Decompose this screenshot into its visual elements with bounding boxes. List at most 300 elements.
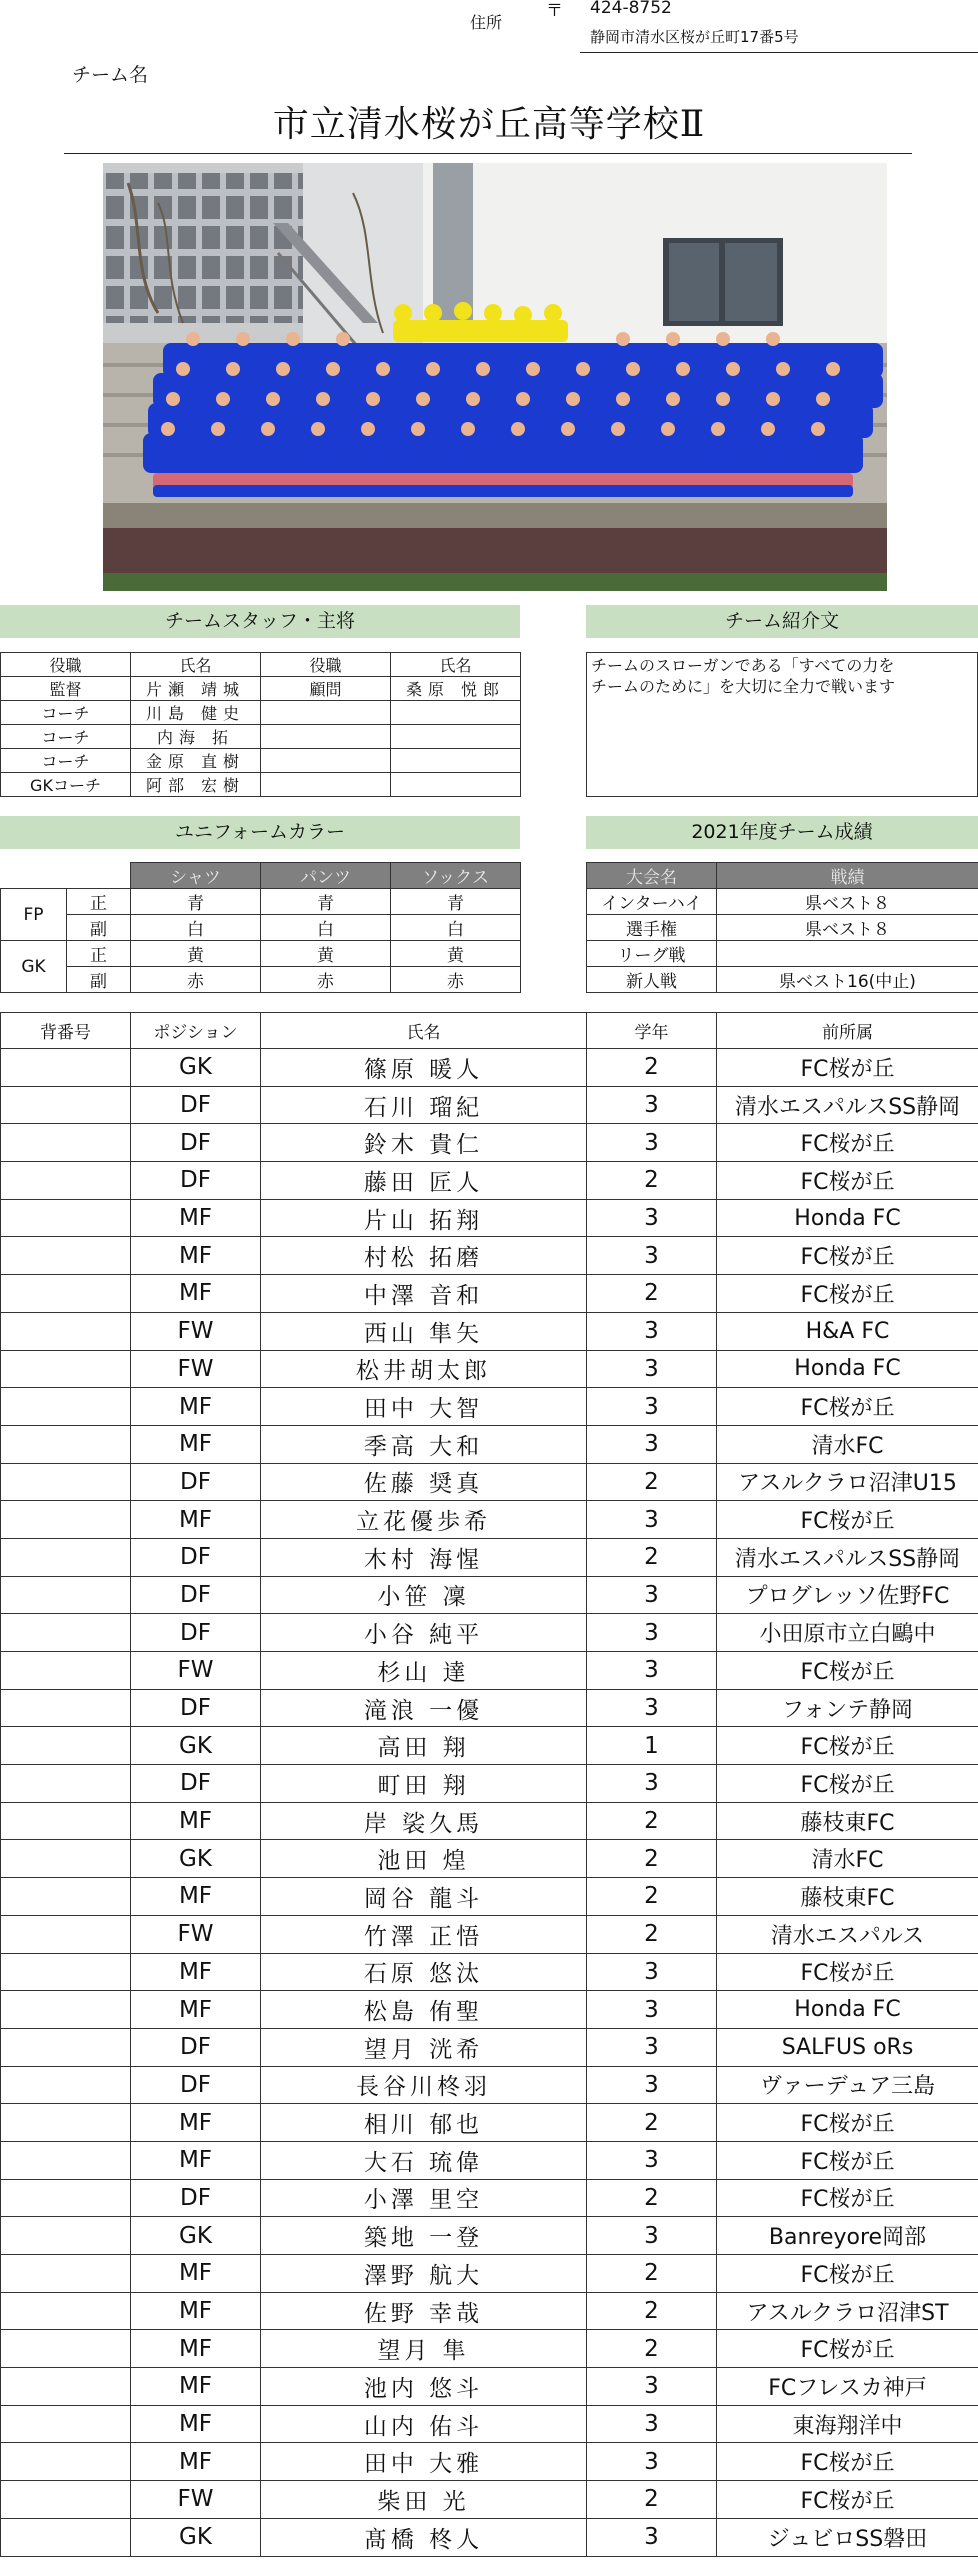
player-name: 山内 佑斗 <box>261 2405 587 2443</box>
player-grade: 3 <box>587 1991 717 2029</box>
player-grade: 2 <box>587 2104 717 2142</box>
results-header-event: 大会名 <box>587 863 717 889</box>
results-event: 新人戦 <box>587 967 717 993</box>
uniform-socks: 赤 <box>391 967 521 993</box>
team-name-label: チーム名 <box>72 64 149 86</box>
staff-row <box>1 701 521 725</box>
player-grade: 3 <box>587 2028 717 2066</box>
player-number <box>1 1538 131 1576</box>
staff-role <box>261 701 391 725</box>
roster-row <box>1 1350 978 1388</box>
player-number <box>1 1463 131 1501</box>
player-grade: 3 <box>587 2405 717 2443</box>
staff-role <box>261 749 391 773</box>
intro-section-title: チーム紹介文 <box>586 605 978 638</box>
address-underline <box>580 52 978 53</box>
roster-row <box>1 1275 978 1313</box>
uniform-header-pants: パンツ <box>261 863 391 889</box>
player-grade: 3 <box>587 1388 717 1426</box>
staff-row <box>1 749 521 773</box>
staff-name: 内海 拓 <box>131 725 261 749</box>
team-name-underline <box>64 153 912 154</box>
player-previous-team: Honda FC <box>717 1991 978 2029</box>
player-grade: 2 <box>587 1840 717 1878</box>
uniform-gk-label: GK <box>1 941 67 993</box>
roster-header-position: ポジション <box>131 1013 261 1049</box>
player-grade: 3 <box>587 1199 717 1237</box>
player-name: 小澤 里空 <box>261 2179 587 2217</box>
player-previous-team: 清水エスパルスSS静岡 <box>717 1538 978 1576</box>
player-number <box>1 1275 131 1313</box>
staff-name: 川島 健史 <box>131 701 261 725</box>
player-name: 髙橋 柊人 <box>261 2518 587 2556</box>
player-position: MF <box>131 1991 261 2029</box>
uniform-table <box>0 862 521 993</box>
player-position: MF <box>131 2292 261 2330</box>
roster-row <box>1 1765 978 1803</box>
player-previous-team: FCフレスカ神戸 <box>717 2368 978 2406</box>
roster-row <box>1 1576 978 1614</box>
player-position: DF <box>131 1765 261 1803</box>
player-name: 町田 翔 <box>261 1765 587 1803</box>
uniform-row <box>1 889 521 915</box>
uniform-row <box>1 915 521 941</box>
player-number <box>1 1237 131 1275</box>
staff-role: GKコーチ <box>1 773 131 797</box>
roster-row <box>1 1199 978 1237</box>
player-grade: 1 <box>587 1727 717 1765</box>
uniform-shirt: 赤 <box>131 967 261 993</box>
roster-row <box>1 1953 978 1991</box>
player-number <box>1 2028 131 2066</box>
player-grade: 2 <box>587 1915 717 1953</box>
staff-name <box>391 701 521 725</box>
player-number <box>1 1614 131 1652</box>
uniform-socks: 白 <box>391 915 521 941</box>
player-position: MF <box>131 2255 261 2293</box>
player-previous-team: FC桜が丘 <box>717 1953 978 1991</box>
player-position: DF <box>131 1689 261 1727</box>
uniform-corner <box>67 863 131 889</box>
staff-name <box>391 725 521 749</box>
staff-name: 金原 直樹 <box>131 749 261 773</box>
player-position: FW <box>131 2481 261 2519</box>
player-position: DF <box>131 2179 261 2217</box>
roster-header-grade: 学年 <box>587 1013 717 1049</box>
staff-role: コーチ <box>1 749 131 773</box>
uniform-socks: 青 <box>391 889 521 915</box>
roster-body <box>1 1049 978 2557</box>
player-position: MF <box>131 1199 261 1237</box>
player-name: 篠原 暖人 <box>261 1049 587 1087</box>
staff-role: 顧問 <box>261 677 391 701</box>
player-name: 木村 海惺 <box>261 1538 587 1576</box>
roster-row <box>1 2217 978 2255</box>
results-event: リーグ戦 <box>587 941 717 967</box>
player-previous-team: 清水FC <box>717 1840 978 1878</box>
player-grade: 3 <box>587 1350 717 1388</box>
player-position: MF <box>131 2104 261 2142</box>
staff-section-title: チームスタッフ・主将 <box>0 605 520 638</box>
player-previous-team: ヴァーデュア三島 <box>717 2066 978 2104</box>
player-number <box>1 1652 131 1690</box>
player-position: DF <box>131 1086 261 1124</box>
player-name: 築地 一登 <box>261 2217 587 2255</box>
player-previous-team: 藤枝東FC <box>717 1802 978 1840</box>
address: 静岡市清水区桜が丘町17番5号 <box>590 28 799 46</box>
roster-row <box>1 1802 978 1840</box>
roster-row <box>1 1388 978 1426</box>
player-number <box>1 2217 131 2255</box>
roster-row <box>1 2330 978 2368</box>
team-intro-text: チームのスローガンである「すべての力を チームのために」を大切に全力で戦います <box>586 652 978 797</box>
results-row <box>587 915 978 941</box>
player-grade: 3 <box>587 2368 717 2406</box>
player-position: FW <box>131 1652 261 1690</box>
player-position: DF <box>131 1538 261 1576</box>
player-previous-team: FC桜が丘 <box>717 1765 978 1803</box>
player-position: MF <box>131 1802 261 1840</box>
staff-header-name: 氏名 <box>131 653 261 677</box>
roster-row <box>1 2292 978 2330</box>
player-previous-team: FC桜が丘 <box>717 1162 978 1200</box>
player-number <box>1 2481 131 2519</box>
player-name: 柴田 光 <box>261 2481 587 2519</box>
player-number <box>1 1086 131 1124</box>
uniform-socks: 黄 <box>391 941 521 967</box>
player-position: MF <box>131 1953 261 1991</box>
player-position: GK <box>131 2217 261 2255</box>
address-label: 住所 <box>470 13 503 32</box>
roster-row <box>1 2443 978 2481</box>
roster-row <box>1 1162 978 1200</box>
staff-header-name: 氏名 <box>391 653 521 677</box>
player-position: DF <box>131 2028 261 2066</box>
roster-row <box>1 1727 978 1765</box>
player-previous-team: Banreyore岡部 <box>717 2217 978 2255</box>
player-previous-team: FC桜が丘 <box>717 1388 978 1426</box>
uniform-type: 副 <box>67 915 131 941</box>
player-name: 片山 拓翔 <box>261 1199 587 1237</box>
staff-row <box>1 773 521 797</box>
player-grade: 2 <box>587 2292 717 2330</box>
player-position: FW <box>131 1915 261 1953</box>
results-row <box>587 941 978 967</box>
player-number <box>1 2443 131 2481</box>
player-position: MF <box>131 1237 261 1275</box>
roster-row <box>1 2368 978 2406</box>
player-position: GK <box>131 1049 261 1087</box>
player-name: 大石 琉偉 <box>261 2141 587 2179</box>
player-previous-team: ジュビロSS磐田 <box>717 2518 978 2556</box>
results-table <box>586 862 978 993</box>
team-name: 市立清水桜が丘高等学校Ⅱ <box>272 104 706 145</box>
player-name: 松島 侑聖 <box>261 1991 587 2029</box>
player-position: MF <box>131 2443 261 2481</box>
uniform-shirt: 白 <box>131 915 261 941</box>
player-previous-team: FC桜が丘 <box>717 1237 978 1275</box>
player-grade: 3 <box>587 1576 717 1614</box>
player-previous-team: 小田原市立白鷗中 <box>717 1614 978 1652</box>
player-previous-team: フォンテ静岡 <box>717 1689 978 1727</box>
player-position: DF <box>131 1124 261 1162</box>
roster-row <box>1 2141 978 2179</box>
player-position: DF <box>131 1614 261 1652</box>
player-name: 池内 悠斗 <box>261 2368 587 2406</box>
player-name: 季高 大和 <box>261 1425 587 1463</box>
roster-row <box>1 1840 978 1878</box>
player-name: 鈴木 貴仁 <box>261 1124 587 1162</box>
player-previous-team: 清水エスパルスSS静岡 <box>717 1086 978 1124</box>
results-result: 県ベスト８ <box>717 915 978 941</box>
player-grade: 3 <box>587 1312 717 1350</box>
roster-row <box>1 1463 978 1501</box>
player-number <box>1 1727 131 1765</box>
player-position: DF <box>131 1576 261 1614</box>
player-name: 竹澤 正悟 <box>261 1915 587 1953</box>
player-position: DF <box>131 1162 261 1200</box>
uniform-header-shirt: シャツ <box>131 863 261 889</box>
player-grade: 2 <box>587 1275 717 1313</box>
player-previous-team: FC桜が丘 <box>717 1049 978 1087</box>
player-previous-team: H&A FC <box>717 1312 978 1350</box>
player-previous-team: FC桜が丘 <box>717 2481 978 2519</box>
player-grade: 3 <box>587 1765 717 1803</box>
player-name: 石川 瑠紀 <box>261 1086 587 1124</box>
roster-table <box>0 1012 978 2557</box>
results-result: 県ベスト16(中止) <box>717 967 978 993</box>
staff-name <box>391 773 521 797</box>
player-name: 杉山 達 <box>261 1652 587 1690</box>
uniform-pants: 青 <box>261 889 391 915</box>
player-previous-team: FC桜が丘 <box>717 1727 978 1765</box>
staff-name <box>391 749 521 773</box>
player-number <box>1 1350 131 1388</box>
player-name: 岡谷 龍斗 <box>261 1878 587 1916</box>
player-name: 藤田 匠人 <box>261 1162 587 1200</box>
roster-row <box>1 1425 978 1463</box>
player-grade: 2 <box>587 1538 717 1576</box>
roster-row <box>1 2518 978 2556</box>
player-previous-team: FC桜が丘 <box>717 2443 978 2481</box>
player-name: 石原 悠汰 <box>261 1953 587 1991</box>
roster-row <box>1 2481 978 2519</box>
player-number <box>1 2066 131 2104</box>
player-grade: 2 <box>587 1049 717 1087</box>
player-grade: 2 <box>587 2330 717 2368</box>
uniform-pants: 黄 <box>261 941 391 967</box>
player-number <box>1 2141 131 2179</box>
uniform-pants: 白 <box>261 915 391 941</box>
staff-role <box>261 725 391 749</box>
roster-row <box>1 1689 978 1727</box>
player-grade: 2 <box>587 2179 717 2217</box>
player-position: GK <box>131 2518 261 2556</box>
player-grade: 3 <box>587 1086 717 1124</box>
staff-name: 阿部 宏樹 <box>131 773 261 797</box>
player-number <box>1 1802 131 1840</box>
roster-row <box>1 2405 978 2443</box>
results-event: 選手権 <box>587 915 717 941</box>
roster-row <box>1 2104 978 2142</box>
player-position: MF <box>131 1501 261 1539</box>
player-grade: 3 <box>587 2217 717 2255</box>
player-name: 松井胡太郎 <box>261 1350 587 1388</box>
player-previous-team: FC桜が丘 <box>717 2255 978 2293</box>
player-number <box>1 1915 131 1953</box>
player-number <box>1 2405 131 2443</box>
player-number <box>1 1953 131 1991</box>
uniform-header-socks: ソックス <box>391 863 521 889</box>
player-grade: 3 <box>587 2518 717 2556</box>
player-name: 小笹 凜 <box>261 1576 587 1614</box>
player-number <box>1 2179 131 2217</box>
roster-row <box>1 2255 978 2293</box>
player-number <box>1 2518 131 2556</box>
player-position: MF <box>131 1275 261 1313</box>
roster-row <box>1 1614 978 1652</box>
player-grade: 3 <box>587 2141 717 2179</box>
player-name: 望月 隼 <box>261 2330 587 2368</box>
player-name: 立花優歩希 <box>261 1501 587 1539</box>
uniform-section-title: ユニフォームカラー <box>0 816 520 849</box>
player-grade: 2 <box>587 1878 717 1916</box>
player-grade: 2 <box>587 1463 717 1501</box>
player-position: GK <box>131 1840 261 1878</box>
postal-code: 424-8752 <box>590 0 672 18</box>
results-event: インターハイ <box>587 889 717 915</box>
uniform-shirt: 青 <box>131 889 261 915</box>
player-position: MF <box>131 2330 261 2368</box>
player-previous-team: FC桜が丘 <box>717 2179 978 2217</box>
player-number <box>1 1501 131 1539</box>
player-name: 岸 裟久馬 <box>261 1802 587 1840</box>
player-name: 望月 洸希 <box>261 2028 587 2066</box>
player-previous-team: 東海翔洋中 <box>717 2405 978 2443</box>
player-position: MF <box>131 2141 261 2179</box>
player-position: MF <box>131 1878 261 1916</box>
roster-row <box>1 2028 978 2066</box>
uniform-corner <box>1 863 67 889</box>
staff-header-role: 役職 <box>261 653 391 677</box>
player-name: 佐野 幸哉 <box>261 2292 587 2330</box>
roster-row <box>1 1501 978 1539</box>
player-grade: 3 <box>587 2443 717 2481</box>
player-name: 中澤 音和 <box>261 1275 587 1313</box>
staff-header-role: 役職 <box>1 653 131 677</box>
player-previous-team: Honda FC <box>717 1350 978 1388</box>
player-number <box>1 1576 131 1614</box>
player-grade: 3 <box>587 1689 717 1727</box>
player-position: FW <box>131 1312 261 1350</box>
results-section-title: 2021年度チーム成績 <box>586 816 978 849</box>
staff-name: 桑原 悦郎 <box>391 677 521 701</box>
player-name: 村松 拓磨 <box>261 1237 587 1275</box>
player-grade: 3 <box>587 1614 717 1652</box>
player-number <box>1 1840 131 1878</box>
player-previous-team: FC桜が丘 <box>717 1652 978 1690</box>
roster-row <box>1 1878 978 1916</box>
player-number <box>1 1689 131 1727</box>
results-result: 県ベスト８ <box>717 889 978 915</box>
player-previous-team: FC桜が丘 <box>717 2330 978 2368</box>
player-previous-team: 藤枝東FC <box>717 1878 978 1916</box>
player-number <box>1 2255 131 2293</box>
staff-role: 監督 <box>1 677 131 701</box>
player-number <box>1 1199 131 1237</box>
uniform-type: 正 <box>67 941 131 967</box>
player-name: 高田 翔 <box>261 1727 587 1765</box>
player-previous-team: アスルクラロ沼津U15 <box>717 1463 978 1501</box>
team-photo <box>103 163 887 591</box>
player-position: MF <box>131 1388 261 1426</box>
uniform-type: 正 <box>67 889 131 915</box>
player-previous-team: プログレッソ佐野FC <box>717 1576 978 1614</box>
roster-row <box>1 1237 978 1275</box>
player-previous-team: SALFUS oRs <box>717 2028 978 2066</box>
player-position: FW <box>131 1350 261 1388</box>
uniform-row <box>1 967 521 993</box>
player-number <box>1 2368 131 2406</box>
player-previous-team: FC桜が丘 <box>717 2141 978 2179</box>
player-position: MF <box>131 2368 261 2406</box>
staff-row <box>1 677 521 701</box>
roster-header-number: 背番号 <box>1 1013 131 1049</box>
player-name: 西山 隼矢 <box>261 1312 587 1350</box>
staff-role: コーチ <box>1 725 131 749</box>
player-name: 相川 郁也 <box>261 2104 587 2142</box>
uniform-row <box>1 941 521 967</box>
player-name: 田中 大雅 <box>261 2443 587 2481</box>
roster-row <box>1 1049 978 1087</box>
roster-row <box>1 1124 978 1162</box>
player-position: MF <box>131 1425 261 1463</box>
player-number <box>1 2330 131 2368</box>
player-number <box>1 1991 131 2029</box>
player-number <box>1 1425 131 1463</box>
postal-mark: 〒 <box>546 1 563 21</box>
player-previous-team: FC桜が丘 <box>717 1275 978 1313</box>
player-grade: 3 <box>587 1237 717 1275</box>
player-number <box>1 1878 131 1916</box>
results-result <box>717 941 978 967</box>
player-position: DF <box>131 2066 261 2104</box>
player-grade: 2 <box>587 2255 717 2293</box>
player-grade: 2 <box>587 1162 717 1200</box>
player-grade: 2 <box>587 1802 717 1840</box>
results-row <box>587 889 978 915</box>
player-previous-team: FC桜が丘 <box>717 1124 978 1162</box>
player-number <box>1 2292 131 2330</box>
player-previous-team: FC桜が丘 <box>717 1501 978 1539</box>
player-grade: 3 <box>587 1124 717 1162</box>
player-position: DF <box>131 1463 261 1501</box>
player-name: 池田 煌 <box>261 1840 587 1878</box>
player-name: 田中 大智 <box>261 1388 587 1426</box>
uniform-fp-label: FP <box>1 889 67 941</box>
player-number <box>1 2104 131 2142</box>
player-previous-team: Honda FC <box>717 1199 978 1237</box>
roster-row <box>1 1312 978 1350</box>
player-name: 小谷 純平 <box>261 1614 587 1652</box>
roster-row <box>1 1652 978 1690</box>
results-row <box>587 967 978 993</box>
roster-header-name: 氏名 <box>261 1013 587 1049</box>
roster-row <box>1 2179 978 2217</box>
player-position: GK <box>131 1727 261 1765</box>
staff-role: コーチ <box>1 701 131 725</box>
roster-row <box>1 1915 978 1953</box>
